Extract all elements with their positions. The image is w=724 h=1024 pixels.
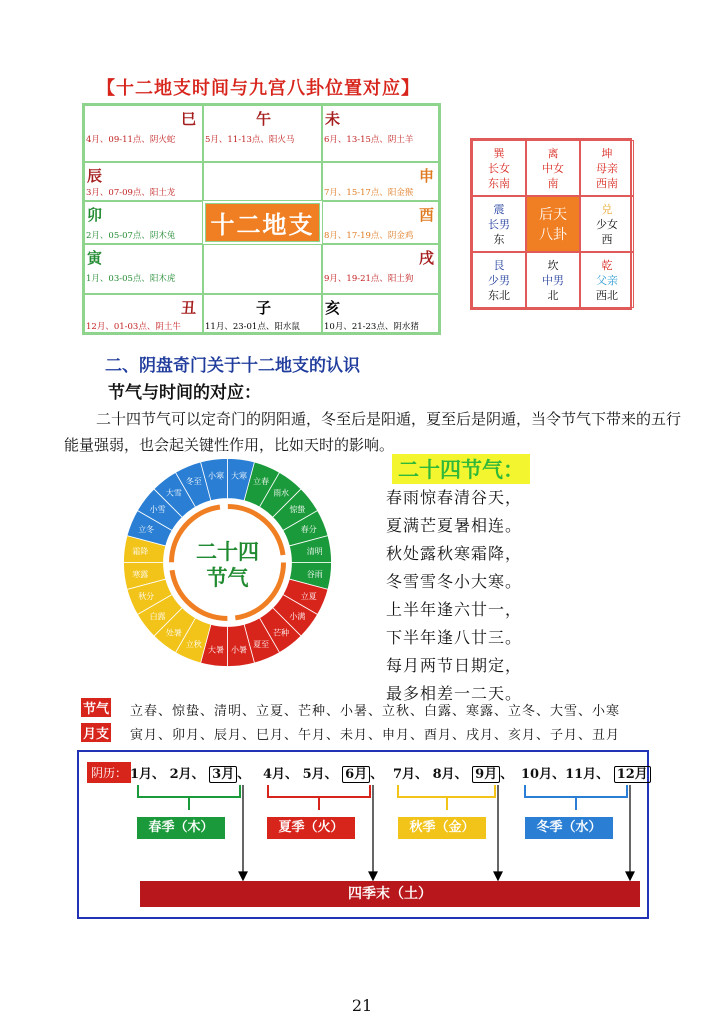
info-shen: 7月、15-17点、阳金猴	[324, 188, 414, 198]
info-wu: 5月、11-13点、阳火马	[205, 135, 295, 145]
page-number: 21	[351, 996, 373, 1015]
info-xu: 9月、19-21点、阳土狗	[324, 274, 414, 284]
months-spring: 1月、 2月、	[130, 767, 205, 782]
wheel-term-label: 惊蛰	[289, 504, 306, 514]
season-spring: 春季（木）	[137, 817, 225, 839]
wheel-term-label: 大暑	[208, 645, 225, 655]
poem-line: 冬雪雪冬小大寒。	[386, 572, 523, 591]
bagua-qian-trigram: 乾	[601, 259, 613, 272]
bagua-dui-family: 少女	[596, 218, 618, 231]
wheel-term-label: 雨水	[273, 488, 290, 498]
bagua-xun-trigram: 巽	[493, 147, 505, 160]
bagua-gen-direction: 东北	[488, 289, 510, 302]
wheel-term-label: 白露	[149, 612, 166, 622]
wheel-center-top: 二十四	[196, 540, 259, 564]
summer-bracket	[268, 785, 370, 810]
bagua-kun-trigram: 坤	[601, 147, 613, 160]
months-winter: 10月、11月、	[521, 767, 610, 782]
bagua-li-trigram: 离	[547, 147, 559, 160]
info-yin: 1月、03-05点、阳木虎	[86, 274, 176, 284]
season-summer: 夏季（火）	[267, 817, 355, 839]
branch-zi: 子	[256, 299, 272, 317]
branch-mao: 卯	[87, 206, 103, 224]
branch-wei: 未	[325, 110, 341, 128]
wheel-term-label: 霜降	[132, 547, 149, 557]
bagua-kan-family: 中男	[542, 274, 564, 287]
intro-paragraph-text: 二十四节气可以定奇门的阴阳遁，冬至后是阳遁，夏至后是阴遁，当令节气下带来的五行能量强弱，也会起关键性作用，比如天时的影响。	[64, 410, 682, 454]
info-wei: 6月、13-15点、阴土羊	[324, 135, 414, 145]
bagua-li-direction: 南	[547, 177, 559, 190]
wheel-term-label: 清明	[306, 547, 323, 557]
month-separator: 、	[370, 767, 384, 782]
branch-hai: 亥	[325, 299, 341, 317]
info-you: 8月、17-19点、阴金鸡	[324, 231, 414, 241]
bagua-xun-direction: 东南	[488, 177, 510, 190]
bagua-kun-direction: 西南	[596, 177, 618, 190]
months-summer: 4月、 5月、	[263, 767, 338, 782]
wheel-term-label: 冬至	[185, 477, 202, 487]
season-winter: 冬季（水）	[525, 817, 613, 839]
winter-bracket	[525, 785, 627, 810]
poem-line: 每月两节日期定，	[386, 656, 523, 675]
poem-line: 春雨惊春清谷天，	[386, 488, 523, 507]
month-separator: 、	[237, 767, 251, 782]
month-12-box: 12月	[614, 766, 651, 783]
poem-line: 秋处露秋寒霜降，	[386, 544, 523, 563]
poem-line: 下半年逢八廿三。	[386, 628, 523, 647]
info-si: 4月、09-11点、阴火蛇	[86, 135, 176, 145]
lunar-calendar-tag: 阴历：	[87, 762, 131, 783]
info-zi: 11月、23-01点、阳水鼠	[205, 322, 300, 332]
branch-shen: 申	[418, 167, 434, 185]
jieqi-line: 立春、惊蛰、清明、立夏、芒种、小暑、立秋、白露、寒露、立冬、大雪、小寒	[130, 704, 621, 719]
bagua-dui-direction: 西	[601, 233, 613, 246]
branch-si: 巳	[180, 110, 196, 128]
bagua-center-line1: 后天	[539, 207, 567, 223]
wheel-term-label: 小满	[289, 612, 306, 622]
yuezhi-line: 寅月、卯月、辰月、巳月、午月、未月、申月、酉月、戌月、亥月、子月、丑月	[130, 728, 621, 743]
wheel-term-label: 春分	[300, 524, 317, 534]
wheel-term-label: 寒露	[132, 569, 149, 579]
bagua-li-family: 中女	[542, 162, 564, 175]
jieqi-label: 节气	[81, 698, 111, 717]
autumn-bracket	[398, 785, 495, 810]
poem-line: 夏满芒夏暑相连。	[386, 516, 523, 535]
branch-chen: 辰	[87, 167, 103, 185]
info-hai: 10月、21-23点、阴水猪	[324, 322, 419, 332]
months-autumn: 7月、 8月、	[393, 767, 468, 782]
bagua-qian-family: 父亲	[596, 274, 618, 287]
yuezhi-label: 月支	[81, 723, 111, 742]
wheel-term-label: 立秋	[185, 639, 202, 649]
bagua-qian-direction: 西北	[596, 289, 618, 302]
branch-you: 酉	[418, 206, 434, 224]
four-seasons-end-bar: 四季末（土）	[140, 881, 640, 907]
sub-heading: 节气与时间的对应：	[108, 383, 261, 403]
bagua-xun-family: 长女	[488, 162, 510, 175]
poem-line: 上半年逢六廿一，	[386, 600, 523, 619]
section-title: 【十二地支时间与九宫八卦位置对应】	[97, 78, 420, 99]
info-mao: 2月、05-07点、阴木兔	[86, 231, 176, 241]
month-3-box: 3月	[209, 766, 237, 783]
poem-title: 二十四节气：	[392, 454, 530, 484]
info-chen: 3月、07-09点、阳土龙	[86, 188, 176, 198]
wheel-term-label: 小暑	[230, 645, 247, 655]
bagua-kan-direction: 北	[547, 289, 559, 302]
branch-chou: 丑	[180, 299, 196, 317]
month-separator: 、	[500, 767, 514, 782]
bagua-kun-family: 母亲	[596, 162, 618, 175]
month-6-box: 6月	[342, 766, 370, 783]
wheel-term-label: 立春	[253, 477, 270, 487]
wheel-center-bottom: 节气	[206, 566, 249, 590]
wheel-term-label: 处暑	[165, 628, 182, 638]
wheel-term-label: 立夏	[300, 592, 317, 602]
bagua-zhen-trigram: 震	[493, 203, 505, 216]
bagua-center-line2: 八卦	[539, 227, 567, 243]
center-label: 十二地支	[205, 203, 320, 242]
wheel-term-label: 大雪	[165, 488, 182, 498]
wheel-term-label: 小雪	[149, 504, 166, 514]
wheel-term-label: 大寒	[230, 471, 247, 481]
season-autumn: 秋季（金）	[398, 817, 486, 839]
spring-bracket	[138, 785, 240, 810]
bagua-zhen-direction: 东	[493, 233, 505, 246]
wheel-term-label: 谷雨	[306, 569, 323, 579]
wheel-term-label: 秋分	[138, 592, 155, 602]
wheel-term-label: 夏至	[253, 639, 270, 649]
branch-wu: 午	[256, 110, 272, 128]
wheel-term-label: 小寒	[208, 471, 225, 481]
bagua-kan-trigram: 坎	[547, 259, 559, 272]
bagua-dui-trigram: 兑	[601, 203, 613, 216]
branch-xu: 戌	[418, 249, 434, 267]
wheel-term-label: 芒种	[273, 628, 290, 638]
month-9-box: 9月	[472, 766, 500, 783]
wheel-term-label: 立冬	[138, 524, 155, 534]
branch-yin: 寅	[87, 249, 103, 267]
info-chou: 12月、01-03点、阴土牛	[86, 322, 181, 332]
poem-line: 最多相差一二天。	[386, 684, 523, 703]
bagua-gen-family: 少男	[488, 274, 510, 287]
section-heading: 二、阴盘奇门关于十二地支的认识	[105, 356, 360, 376]
bagua-gen-trigram: 艮	[493, 259, 505, 272]
bagua-zhen-family: 长男	[488, 218, 510, 231]
